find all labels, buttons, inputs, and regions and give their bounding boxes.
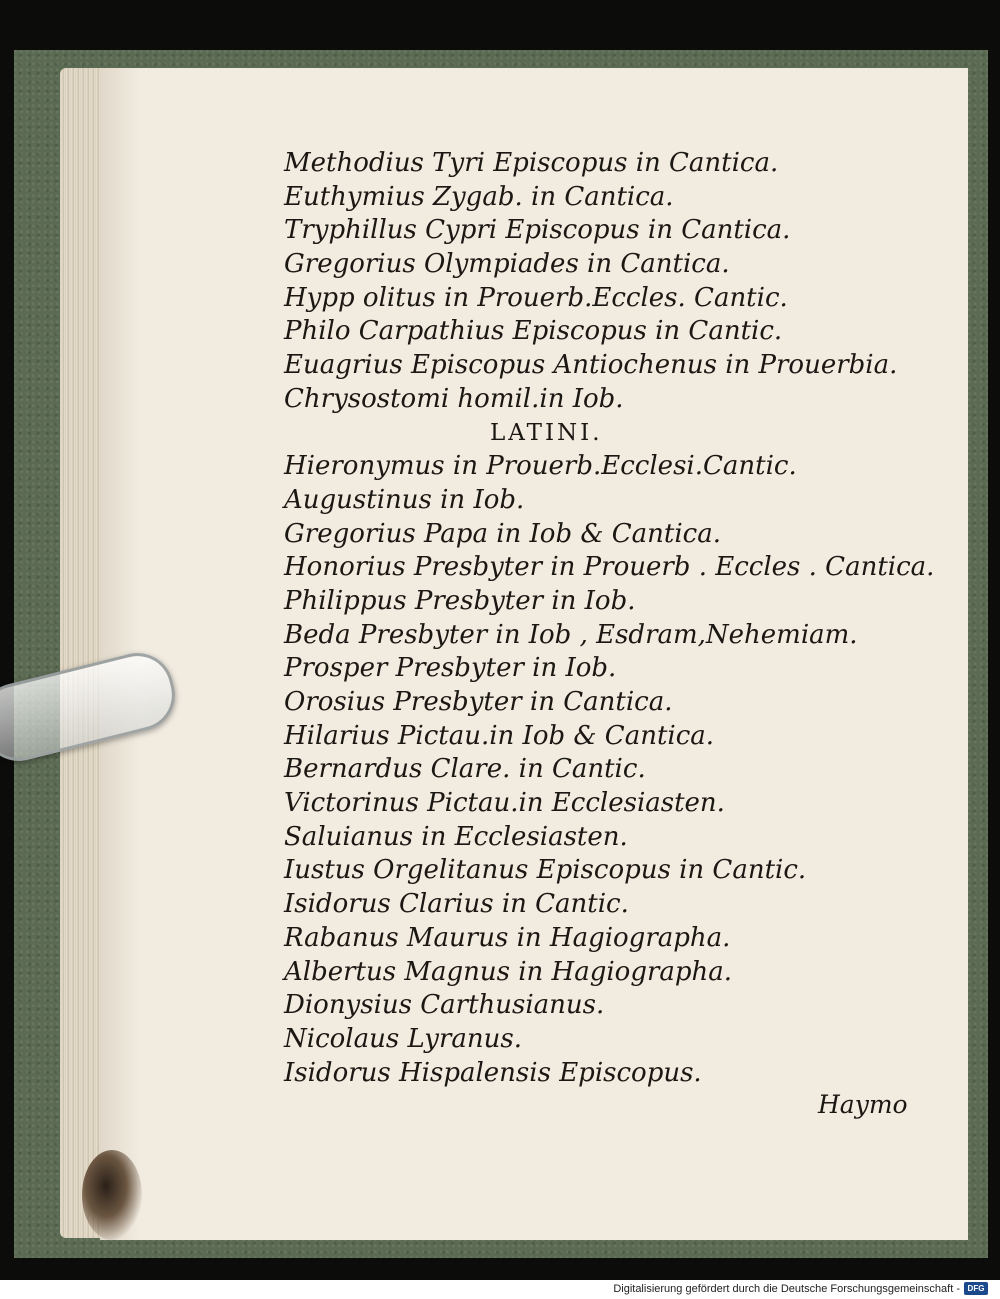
- text-line: Honorius Presbyter in Prouerb . Eccles . Cantica.: [284, 552, 935, 583]
- text-line: Augustinus in Iob.: [284, 484, 525, 515]
- text-line: Saluianus in Ecclesiasten.: [284, 821, 628, 852]
- text-line: Philo Carpathius Episcopus in Cantic.: [284, 316, 783, 347]
- catchword: Haymo: [818, 1090, 908, 1119]
- text-block: [284, 147, 935, 1090]
- text-line: Tryphillus Cypri Episcopus in Cantica.: [284, 215, 791, 246]
- text-line: Dionysius Carthusianus.: [284, 990, 605, 1021]
- text-line: Chrysostomi homil.in Iob.: [284, 383, 624, 414]
- text-line: Beda Presbyter in Iob , Esdram,Nehemiam.: [284, 619, 858, 650]
- text-line: Bernardus Clare. in Cantic.: [284, 754, 646, 785]
- text-line: Rabanus Maurus in Hagiographa.: [284, 922, 731, 953]
- text-line: Victorinus Pictau.in Ecclesiasten.: [284, 788, 725, 819]
- text-line: Orosius Presbyter in Cantica.: [284, 687, 673, 717]
- text-line: Gregorius Olympiades in Cantica.: [284, 249, 730, 280]
- text-line: Isidorus Hispalensis Episcopus.: [284, 1057, 702, 1088]
- text-line: Nicolaus Lyranus.: [284, 1023, 522, 1054]
- text-line: Isidorus Clarius in Cantic.: [284, 889, 629, 920]
- footer-credit: Digitalisierung gefördert durch die Deutsche Forschungsgemeinschaft -: [613, 1283, 960, 1295]
- text-line: Albertus Magnus in Hagiographa.: [284, 956, 733, 987]
- text-line: Hilarius Pictau.in Iob & Cantica.: [284, 720, 715, 751]
- text-line: Iustus Orgelitanus Episcopus in Cantic.: [284, 855, 807, 886]
- dfg-logo: DFG: [964, 1282, 988, 1295]
- text-line: Hypp olitus in Prouerb.Eccles. Cantic.: [284, 282, 788, 313]
- text-line: Hieronymus in Prouerb.Ecclesi.Cantic.: [284, 451, 797, 482]
- page-stain: [82, 1150, 142, 1240]
- section-heading: LATINI.: [490, 419, 603, 446]
- text-line: Euthymius Zygab. in Cantica.: [284, 181, 674, 212]
- text-line: Gregorius Papa in Iob & Cantica.: [284, 518, 722, 549]
- text-line: Prosper Presbyter in Iob.: [284, 653, 617, 684]
- text-line: Euagrius Episcopus Antiochenus in Prouerbia.: [284, 350, 898, 381]
- text-line: Philippus Presbyter in Iob.: [284, 585, 636, 616]
- text-line: Methodius Tyri Episcopus in Cantica.: [284, 148, 779, 178]
